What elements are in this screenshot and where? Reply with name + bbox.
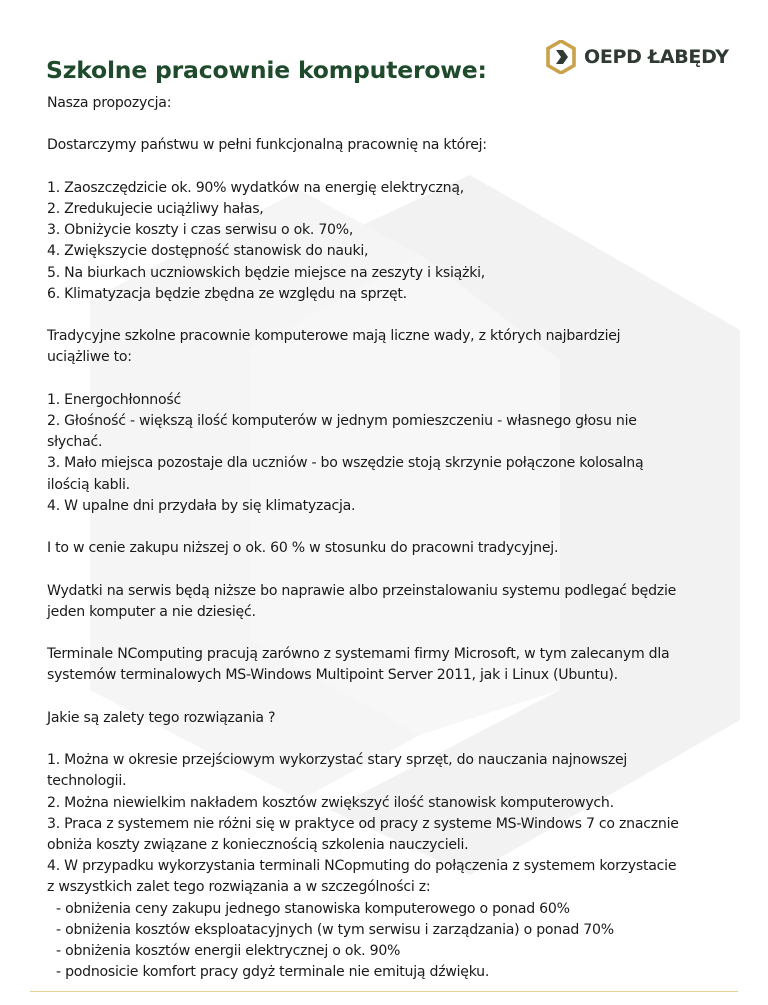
text-line: - obniżenia ceny zakupu jednego stanowiska komputerowego o ponad 60%: [56, 900, 570, 917]
document-body: [47, 93, 737, 1005]
text-line: 6. Klimatyzacja będzie zbędna ze względu na sprzęt.: [47, 285, 407, 302]
text-line: 3. Praca z systemem nie różni się w praktyce od pracy z systeme MS-Windows 7 co znacznie: [47, 815, 679, 832]
text-line: Dostarczymy państwu w pełni funkcjonalną pracownię na której:: [47, 137, 487, 154]
text-line: jeden komputer a nie dziesięć.: [47, 603, 256, 620]
paragraph: [47, 708, 737, 729]
text-line: 1. Można w okresie przejściowym wykorzystać stary sprzęt, do nauczania najnowszej: [47, 752, 628, 769]
text-line: systemów terminalowych MS-Windows Multipoint Server 2011, jak i Linux (Ubuntu).: [47, 667, 618, 684]
text-line: Tradycyjne szkolne pracownie komputerowe mają liczne wady, z których najbardziej: [47, 328, 621, 345]
text-line: - obniżenia kosztów energii elektrycznej o ok. 90%: [56, 942, 401, 959]
text-line: - obniżenia kosztów eksploatacyjnych (w tym serwisu i zarządzania) o ponad 70%: [56, 921, 614, 938]
footer-divider: [30, 991, 738, 992]
text-line: I to w cenie zakupu niższej o ok. 60 % w stosunku do pracowni tradycyjnej.: [47, 540, 559, 557]
text-line: technologii.: [47, 773, 127, 790]
text-line: Terminale NComputing pracują zarówno z systemami firmy Microsoft, w tym zalecanym dla: [47, 646, 670, 663]
text-line: 2. Zredukujecie uciążliwy hałas,: [47, 200, 264, 217]
text-line: 4. W upalne dni przydała by się klimatyzacja.: [47, 497, 356, 514]
text-line: ilością kabli.: [47, 476, 130, 493]
text-line: słychać.: [47, 434, 103, 451]
paragraph: [47, 135, 737, 156]
text-line: 5. Na biurkach uczniowskich będzie miejsce na zeszyty i książki,: [47, 264, 486, 281]
paragraph: [47, 644, 737, 686]
page-title: Szkolne pracownie komputerowe:: [46, 56, 487, 84]
text-line: Jakie są zalety tego rozwiązania ?: [47, 709, 276, 726]
paragraph: [47, 178, 737, 305]
paragraph: [47, 750, 737, 983]
paragraph: [47, 390, 737, 517]
company-logo: [546, 40, 729, 74]
text-line: z wszystkich zalet tego rozwiązania a w szczególności z:: [47, 879, 431, 896]
hexagon-chevron-logo-icon: [546, 40, 576, 74]
text-line: 2. Można niewielkim nakładem kosztów zwiększyć ilość stanowisk komputerowych.: [47, 794, 614, 811]
text-line: 4. Zwiększycie dostępność stanowisk do nauki,: [47, 243, 369, 260]
text-line: 3. Obniżycie koszty i czas serwisu o ok. 70%,: [47, 222, 354, 239]
text-line: uciążliwe to:: [47, 349, 132, 366]
text-line: 1. Zaoszczędzicie ok. 90% wydatków na energię elektryczną,: [47, 179, 464, 196]
text-line: 1. Energochłonność: [47, 391, 181, 408]
paragraph: [47, 93, 737, 114]
logo-text: OEPD ŁABĘDY: [584, 46, 729, 68]
paragraph: [47, 538, 737, 559]
text-line: Nasza propozycja:: [47, 95, 172, 111]
text-line: 3. Mało miejsca pozostaje dla uczniów - bo wszędzie stoją skrzynie połączone kolosalną: [47, 455, 644, 472]
text-line: obniża koszty związane z koniecznością szkolenia nauczycieli.: [47, 836, 469, 853]
text-line: Wydatki na serwis będą niższe bo naprawie albo przeinstalowaniu systemu podlegać będzie: [47, 582, 677, 599]
text-line: 4. W przypadku wykorzystania terminali NCopmuting do połączenia z systemem korzystacie: [47, 858, 677, 875]
text-line: 2. Głośność - większą ilość komputerów w jednym pomieszczeniu - własnego głosu nie: [47, 412, 637, 429]
paragraph: [47, 581, 737, 623]
text-line: - podnosicie komfort pracy gdyż terminale nie emitują dźwięku.: [56, 964, 490, 981]
paragraph: [47, 326, 737, 368]
